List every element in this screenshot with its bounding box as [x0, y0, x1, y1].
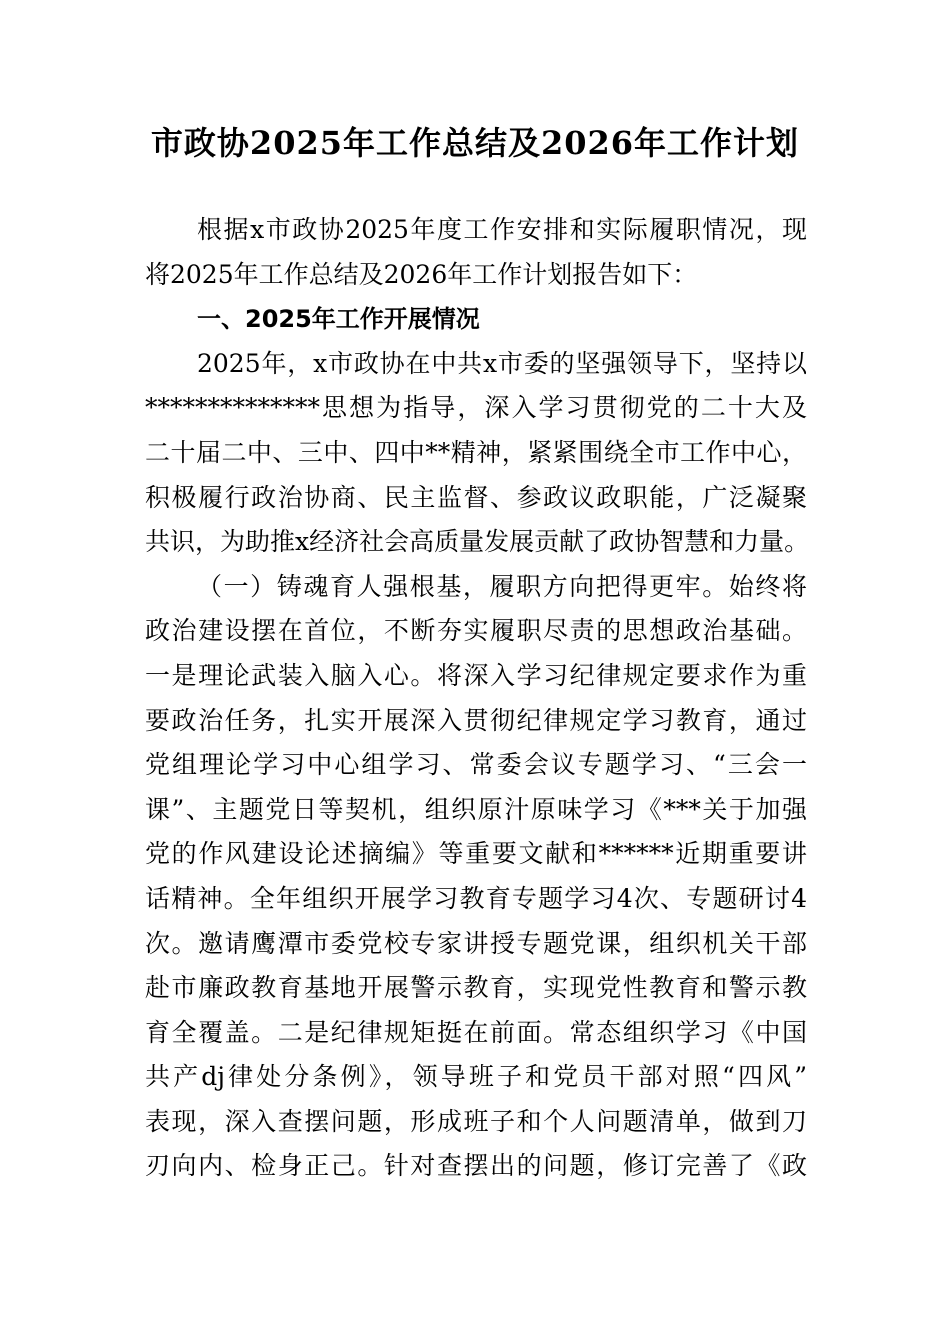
text-line: 将2025年工作总结及2026年工作计划报告如下： [145, 259, 698, 289]
text-line: 党组理论学习中心组学习、常委会议专题学习、“三会一 [145, 750, 807, 780]
paragraph [145, 208, 807, 297]
text-line: 政治建设摆在首位，不断夯实履职尽责的思想政治基础。 [145, 616, 807, 646]
text-line: （一）铸魂育人强根基，履职方向把得更牢。始终将 [197, 571, 807, 601]
document-title: 市政协2025年工作总结及2026年工作计划 [150, 124, 800, 162]
text-line: 赴市廉政教育基地开展警示教育，实现党性教育和警示教 [145, 973, 807, 1003]
text-line: 二十届二中、三中、四中**精神，紧紧围绕全市工作中心， [145, 437, 807, 467]
text-line: 育全覆盖。二是纪律规矩挺在前面。常态组织学习《中国 [145, 1017, 807, 1047]
document-body [145, 208, 810, 1189]
text-line: 要政治任务，扎实开展深入贯彻纪律规定学习教育，通过 [145, 705, 807, 735]
text-line: 课”、主题党日等契机，组织原汁原味学习《***关于加强 [145, 794, 807, 824]
text-line: **************思想为指导，深入学习贯彻党的二十大及 [145, 393, 807, 423]
text-line: 一、2025年工作开展情况 [197, 305, 480, 334]
text-line: 一是理论武装入脑入心。将深入学习纪律规定要求作为重 [145, 660, 807, 690]
text-line: 表现，深入查摆问题，形成班子和个人问题清单，做到刀 [145, 1106, 807, 1136]
text-line: 党的作风建设论述摘编》等重要文献和******近期重要讲 [145, 839, 807, 869]
text-line: 根据x市政协2025年度工作安排和实际履职情况，现 [197, 215, 807, 244]
text-line: 共识，为助推x经济社会高质量发展贡献了政协智慧和力量。 [145, 527, 810, 557]
section-heading [145, 297, 807, 342]
text-line: 共产dj律处分条例》，领导班子和党员干部对照“四风” [145, 1062, 807, 1092]
text-line: 2025年，x市政协在中共x市委的坚强领导下，坚持以 [197, 348, 807, 378]
text-line: 积极履行政治协商、民主监督、参政议政职能，广泛凝聚 [145, 482, 807, 512]
text-line: 次。邀请鹰潭市委党校专家讲授专题党课，组织机关干部 [145, 928, 807, 958]
text-line: 话精神。全年组织开展学习教育专题学习4次、专题研讨4 [145, 883, 807, 913]
paragraph [145, 342, 810, 565]
text-line: 刃向内、检身正己。针对查摆出的问题，修订完善了《政 [145, 1151, 807, 1181]
paragraph [145, 565, 807, 1189]
